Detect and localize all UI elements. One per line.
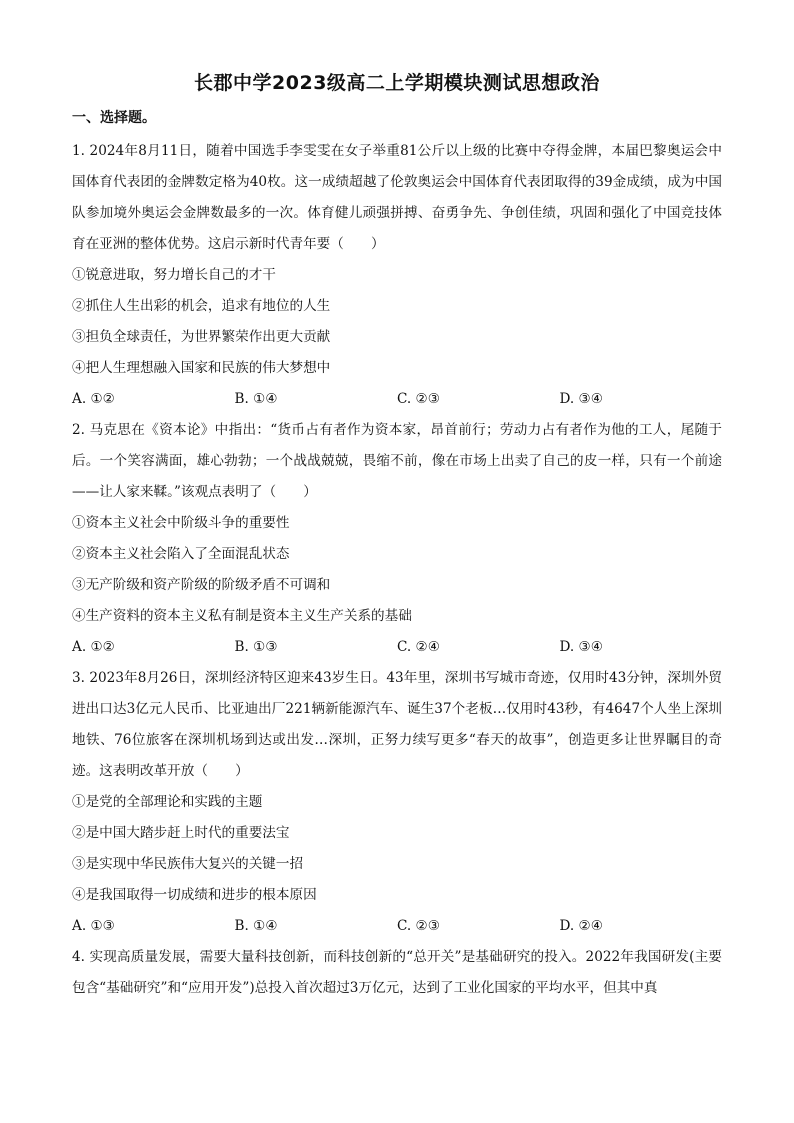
choice-a: A. ①③ <box>72 918 115 934</box>
question-1 <box>72 136 722 415</box>
choice-d: D. ②④ <box>559 918 603 934</box>
statement-option: ①是党的全部理论和实践的主题 <box>72 794 263 810</box>
statement-option: ②资本主义社会陷入了全面混乱状态 <box>72 546 290 562</box>
question-4 <box>72 942 722 1004</box>
question-stem: 1. 2024年8月11日，随着中国选手李雯雯在女子举重81公斤以上级的比赛中夺得金牌，本届巴黎奥运会中国体育代表团的金牌数定格为40枚。这一成绩超越了伦敦奥运会中国体育代表团取得的39金成绩，成为中国队参加境外奥运会金牌数最多的一次。体育健儿顽强拼搏、奋勇争先、争创佳绩，巩固和强化了中国竞技体育在亚洲的整体优势。这启示新时代青年要（ ） <box>72 143 722 252</box>
statement-option: ③无产阶级和资产阶级的阶级矛盾不可调和 <box>72 577 331 593</box>
choice-a: A. ①② <box>72 391 115 407</box>
choice-d: D. ③④ <box>559 391 603 407</box>
statement-option: ④是我国取得一切成绩和进步的根本原因 <box>72 887 317 903</box>
answer-choices <box>72 632 722 663</box>
choice-b: B. ①③ <box>234 639 278 655</box>
statement-option: ②是中国大踏步赶上时代的重要法宝 <box>72 825 290 841</box>
question-2 <box>72 415 722 663</box>
statement-option: ③是实现中华民族伟大复兴的关键一招 <box>72 856 304 872</box>
statement-option: ④把人生理想融入国家和民族的伟大梦想中 <box>72 360 331 376</box>
section-heading: 一、选择题。 <box>72 110 156 126</box>
choice-d: D. ③④ <box>559 639 603 655</box>
statement-option: ③担负全球责任，为世界繁荣作出更大贡献 <box>72 329 331 345</box>
question-stem: 3. 2023年8月26日，深圳经济特区迎来43岁生日。43年里，深圳书写城市奇迹，仅用时43分钟，深圳外贸进出口达3亿元人民币、比亚迪出厂221辆新能源汽车、诞生37个老板…仅用时43秒，有4647个人坐上深圳地铁、76位旅客在深圳机场到达或出发…深圳，正努力续写更多“春天的故事”，创造更多让世界瞩目的奇迹。这表明改革开放（ ） <box>72 670 722 779</box>
choice-c: C. ②④ <box>397 639 440 655</box>
question-list <box>72 136 722 1004</box>
question-3 <box>72 663 722 942</box>
statement-option: ①锐意进取，努力增长自己的才干 <box>72 267 276 283</box>
choice-c: C. ②③ <box>397 391 440 407</box>
choice-b: B. ①④ <box>234 391 278 407</box>
page-title: 长郡中学2023级高二上学期模块测试思想政治 <box>194 72 600 94</box>
choice-a: A. ①② <box>72 639 115 655</box>
statement-option: ①资本主义社会中阶级斗争的重要性 <box>72 515 290 531</box>
statement-option: ④生产资料的资本主义私有制是资本主义生产关系的基础 <box>72 608 412 624</box>
statement-option: ②抓住人生出彩的机会，追求有地位的人生 <box>72 298 331 314</box>
question-stem: 2. 马克思在《资本论》中指出：“货币占有者作为资本家，昂首前行；劳动力占有者作为他的工人，尾随于后。一个笑容满面，雄心勃勃；一个战战兢兢，畏缩不前，像在市场上出卖了自己的皮一样，只有一个前途——让人家来鞣。”该观点表明了（ ） <box>72 422 722 500</box>
question-stem: 4. 实现高质量发展，需要大量科技创新，而科技创新的“总开关”是基础研究的投入。2022年我国研发(主要包含“基础研究”和“应用开发”)总投入首次超过3万亿元，达到了工业化国家的平均水平，但其中真 <box>72 949 722 996</box>
answer-choices <box>72 384 722 415</box>
choice-c: C. ②③ <box>397 918 440 934</box>
choice-b: B. ①④ <box>234 918 278 934</box>
answer-choices <box>72 911 722 942</box>
